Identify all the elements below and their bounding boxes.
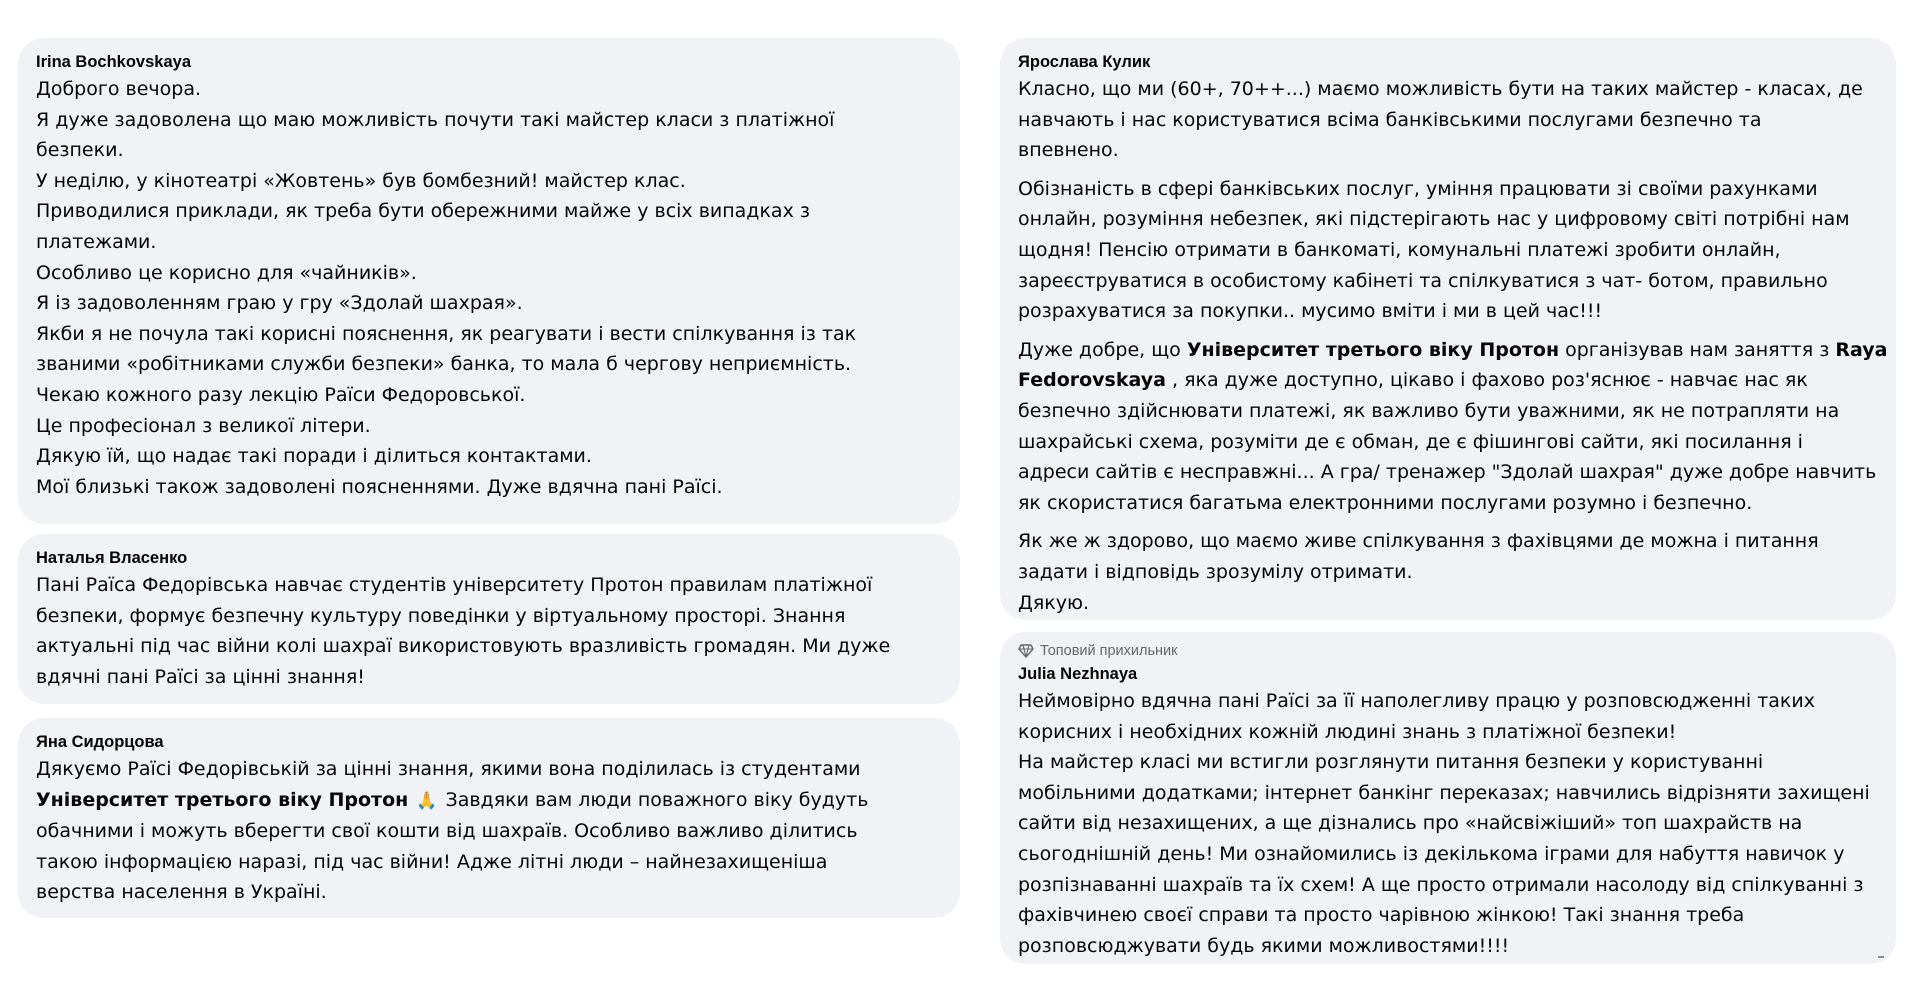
comment-line: обачними і можуть вберегти свої кошти від шахраїв. Особливо важливо ділитись: [36, 820, 858, 843]
comment-line: зареєструватися в особистому кабінеті та спілкуватися з чат- ботом, правильно: [1018, 269, 1828, 292]
comment-body: [1018, 686, 1878, 961]
comment-yaroslava: [1000, 38, 1896, 620]
comment-line: Я дуже задоволена що маю можливість почути такі майстер класи з платіжної: [36, 108, 835, 131]
comment-line: платежами.: [36, 230, 157, 253]
comment-line: Дякую їй, що надає такі поради і ділиться контактами.: [36, 445, 592, 468]
comment-author[interactable]: Наталья Власенко: [36, 549, 188, 567]
comment-line: розрахуватися за покупки.. мусимо вміти і ми в цей час!!!: [1018, 300, 1603, 323]
comment-line: Дякую.: [1018, 591, 1090, 614]
comment-line: Обізнаність в сфері банківських послуг, уміння працювати зі своїми рахунками: [1018, 177, 1818, 200]
comment-line: сьогоднішній день! Ми ознайомились із декількома іграми для набуття навичок у: [1018, 842, 1845, 865]
comment-author[interactable]: Irina Bochkovskaya: [36, 53, 191, 71]
comment-text: Дуже добре, що: [1018, 338, 1187, 361]
comment-line: розпізнаванні шахраїв та їх схем! А ще просто отримали насолоду від спілкуванні з: [1018, 873, 1864, 896]
comment-line: корисних і необхідних кожній людині знань з платіжної безпеки!: [1018, 720, 1677, 743]
comment-line: фахівчинею своєї справи та просто чарівною жінкою! Такі знання треба: [1018, 904, 1745, 927]
paragraph: [1018, 526, 1878, 618]
comment-text: , яка дуже доступно, цікаво і фахово роз'яснює - навчає нас як: [1165, 369, 1808, 392]
comment-line: актуальні під час війни колі шахраї використовують вразливість громадян. Ми дуже: [36, 635, 891, 658]
comment-line: У неділю, у кінотеатрі «Жовтень» був бомбезний! майстер клас.: [36, 169, 686, 192]
comment-line: безпеки.: [36, 139, 124, 162]
comment-line: [36, 785, 942, 817]
org-link[interactable]: Університет третього віку Протон: [36, 788, 409, 811]
comment-line: Я із задоволенням граю у гру «Здолай шахрая».: [36, 292, 523, 315]
scroll-marker: [1878, 956, 1884, 958]
comment-line: навчають і нас користуватися всіма банківськими послугами безпечно та: [1018, 108, 1762, 131]
comment-irina: [18, 38, 960, 524]
comment-line: Дякуємо Раїсі Федорівській за цінні знання, якими вона поділилась із студентами: [36, 758, 861, 780]
diamond-icon: [1018, 644, 1034, 658]
comment-line: впевнено.: [1018, 139, 1119, 162]
comment-line: онлайн, розуміння небезпек, які підстерігають нас у цифровому світі потрібні нам: [1018, 208, 1850, 231]
comment-line: адреси сайтів є несправжні... А гра/ тренажер "Здолай шахрая" дуже добре навчить: [1018, 461, 1877, 484]
org-link[interactable]: Університет третього віку Протон: [1186, 338, 1560, 361]
comment-body: [36, 74, 942, 502]
comment-line: мобільними додатками; інтернет банкінг переказах; навчились відрізняти захищені: [1018, 781, 1870, 804]
comment-line: як скористатися багатьма електронними послугами розумно і безпечно.: [1018, 491, 1753, 514]
comment-line: Це професіонал з великої літери.: [36, 414, 371, 437]
comment-line: вдячні пані Раїсі за цінні знання!: [36, 665, 365, 688]
comment-line: розповсюджувати будь якими можливостями!!!!: [1018, 934, 1510, 957]
comment-line: [1018, 335, 1888, 366]
comment-line: безпеки, формує безпечну культуру поведінки у віртуальному просторі. Знання: [36, 604, 846, 627]
comment-line: щодня! Пенсію отримати в банкоматі, комунальні платежі зробити онлайн,: [1018, 238, 1781, 261]
badge-label: Топовий прихильник: [1040, 643, 1178, 659]
comment-body: [1018, 74, 1888, 618]
comment-text: організував нам заняття з: [1559, 338, 1836, 361]
top-fan-badge: [1018, 642, 1878, 660]
comment-line: Приводилися приклади, як треба бути обережними майже у всіх випадках з: [36, 200, 810, 223]
comment-line: шахрайські схема, розуміти де є обман, де є фішингові сайти, які посилання і: [1018, 430, 1803, 453]
folded-hands-emoji: 🙏: [416, 790, 438, 811]
comment-line: верства населення в Україні.: [36, 881, 327, 904]
comment-line: Якби я не почула такі корисні пояснення, як реагувати і вести спілкування із так: [36, 322, 857, 345]
comment-line: званими «робітниками служби безпеки» банка, то мала б чергову неприємність.: [36, 353, 852, 376]
paragraph: [1018, 335, 1888, 519]
comment-text: Завдяки вам люди поважного віку будуть: [445, 788, 869, 811]
comment-line: сайти від незахищених, а ще дізнались про «найсвіжіший» топ шахрайств на: [1018, 812, 1803, 835]
paragraph: [1018, 74, 1878, 166]
comment-author[interactable]: Julia Nezhnaya: [1018, 665, 1138, 683]
comment-line: Чекаю кожного разу лекцію Раїси Федоровської.: [36, 383, 526, 406]
comment-line: [1018, 365, 1878, 396]
comment-author[interactable]: Ярослава Кулик: [1018, 53, 1151, 71]
comment-julia: [1000, 632, 1896, 964]
comment-line: Мої близькі також задоволені поясненнями. Дуже вдячна пані Раїсі.: [36, 475, 723, 498]
person-link[interactable]: Fedorovskaya: [1018, 369, 1166, 392]
comment-line: такою інформацією наразі, під час війни! Адже літні люди – найнезахищеніша: [36, 850, 828, 873]
comment-line: Як же ж здорово, що маємо живе спілкування з фахівцями де можна і питання: [1018, 530, 1819, 553]
paragraph: [1018, 174, 1878, 327]
comment-author[interactable]: Яна Сидорцова: [36, 733, 164, 751]
comment-line: задати і відповідь зрозумілу отримати.: [1018, 560, 1413, 583]
comment-body: [36, 570, 942, 692]
person-link[interactable]: Raya: [1835, 338, 1888, 361]
comment-yana: [18, 718, 960, 918]
comment-natalia: [18, 534, 960, 704]
comment-line: безпечно здійснювати платежі, як важливо бути уважними, як не потрапляти на: [1018, 399, 1840, 422]
comment-line: Класно, що ми (60+, 70++...) маємо можливість бути на таких майстер - класах, де: [1018, 78, 1863, 100]
comment-line: На майстер класі ми встигли розглянути питання безпеки у користуванні: [1018, 751, 1764, 774]
comment-line: Пані Раїса Федорівська навчає студентів університету Протон правилам платіжної: [36, 574, 873, 596]
comment-body: [36, 754, 942, 908]
comment-line: Доброго вечора.: [36, 78, 201, 100]
comment-line: Особливо це корисно для «чайників».: [36, 261, 417, 284]
comment-line: Неймовірно вдячна пані Раїсі за її наполегливу працю у розповсюдженні таких: [1018, 690, 1815, 712]
